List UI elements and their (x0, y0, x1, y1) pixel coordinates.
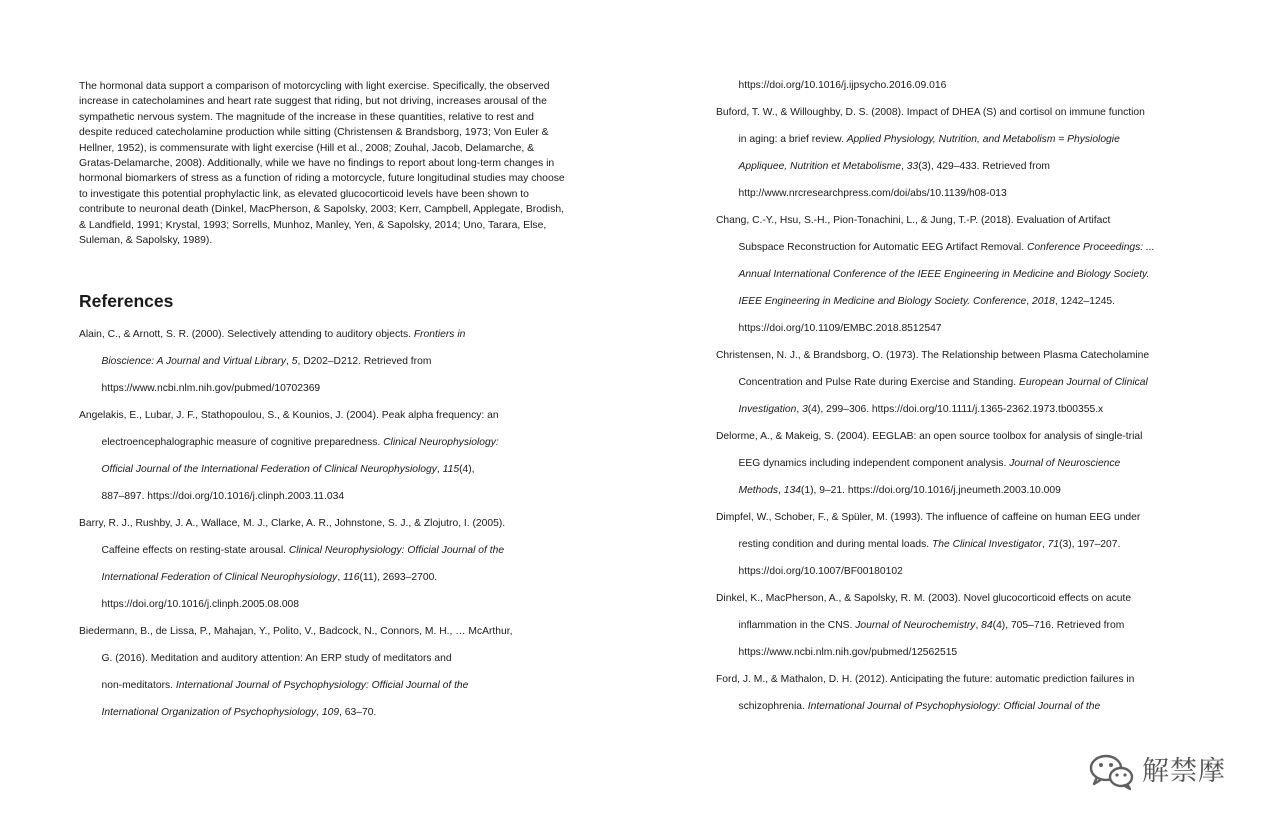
reference-line (79, 510, 579, 537)
reference-text: Dimpfel, W., Schober, F., & Spüler, M. (1993). The influence of caffeine on human EEG under (716, 512, 1141, 523)
references-heading: References (79, 291, 174, 311)
source-title: Clinical Neurophysiology: (383, 437, 499, 448)
source-title: 109 (321, 707, 340, 718)
reference-line (716, 342, 1216, 369)
source-title: 33 (906, 161, 919, 172)
source-title: 5 (291, 356, 298, 367)
reference-text: inflammation in the CNS. (738, 620, 856, 631)
reference-line (716, 99, 1216, 126)
source-title: Annual International Conference of the IEEE Engineering in Medicine and Biology Society. (738, 269, 1150, 280)
reference-line (79, 375, 579, 402)
source-title: Journal of Neuroscience (1009, 458, 1121, 469)
reference-text: Barry, R. J., Rushby, J. A., Wallace, M. J., Clarke, A. R., Johnstone, S. J., & Zlojutro, I. (2005). (79, 518, 506, 529)
reference-line (716, 477, 1216, 504)
reference-entry (716, 99, 1216, 207)
source-title: Conference Proceedings: ... (1026, 242, 1155, 253)
reference-line (716, 612, 1216, 639)
reference-text: https://doi.org/10.1109/EMBC.2018.8512547 (738, 323, 942, 334)
reference-text: non-meditators. (101, 680, 176, 691)
reference-line (79, 402, 579, 429)
source-title: International Organization of Psychophysiology (101, 707, 317, 718)
reference-entry (716, 72, 1216, 99)
reference-text: , (286, 356, 292, 367)
reference-line (716, 369, 1216, 396)
reference-entry (716, 423, 1216, 504)
reference-line (716, 423, 1216, 450)
reference-text: (4), 299–306. https://doi.org/10.1111/j.1365-2362.1973.tb00355.x (807, 404, 1104, 415)
reference-text: Caffeine effects on resting-state arousal. (101, 545, 289, 556)
source-title: 71 (1047, 539, 1060, 550)
source-title: Appliquee, Nutrition et Metabolisme (738, 161, 902, 172)
reference-line (79, 456, 579, 483)
reference-line (79, 348, 579, 375)
reference-text: G. (2016). Meditation and auditory attention: An ERP study of meditators and (101, 653, 452, 664)
source-title: 84 (981, 620, 993, 631)
reference-text: , (1041, 539, 1048, 550)
reference-text: 887–897. https://doi.org/10.1016/j.clinph.2003.11.034 (101, 491, 345, 502)
source-title: 115 (442, 464, 460, 475)
reference-text: https://doi.org/10.1007/BF00180102 (738, 566, 903, 577)
reference-text: https://www.ncbi.nlm.nih.gov/pubmed/12562515 (738, 647, 958, 658)
body-paragraph: The hormonal data support a comparison of motorcycling with light exercise. Specifically, the observed increase in catecholamines and heart rate suggest that riding, but not driving, increases arousal of the sympathetic nervous system. The magnitude of the increase in these quantities, relative to rest and despite reduced catecholamine production while sitting (Christensen & Brandsborg, 1973; Von Euler & Hellner, 1952), is commensurate with light exercise (Hill et al., 2008; Zouhal, Jacob, Delamarche, & Gratas-Delamarche, 2008). Additionally, while we have no findings to report about long-term changes in hormonal biomarkers of stress as a function of riding a motorcycle, future longitudinal studies may choose to investigate this potential prophylactic link, as elevated glucocorticoid levels have been shown to contribute to neuronal death (Dinkel, MacPherson, & Sapolsky, 2003; Kerr, Campbell, Applegate, Brodish, & Landfield, 1991; Krystal, 1993; Sorrells, Munhoz, Manley, Yen, & Sapolsky, 2014; Uno, Tarara, Else, Suleman, & Sapolsky, 1989). (79, 81, 565, 247)
reference-line (716, 666, 1216, 693)
source-title: 3 (802, 404, 808, 415)
reference-text: , (975, 620, 982, 631)
reference-line (716, 396, 1216, 423)
source-title: International Journal of Psychophysiology: Official Journal of the (807, 701, 1101, 712)
reference-line (716, 126, 1216, 153)
reference-text: (3), 197–207. (1059, 539, 1121, 550)
reference-entry (716, 585, 1216, 666)
reference-text: (1), 9–21. https://doi.org/10.1016/j.jneumeth.2003.10.009 (800, 485, 1061, 496)
source-title: IEEE Engineering in Medicine and Biology Society. Conference (738, 296, 1027, 307)
reference-text: (11), 2693–2700. (359, 572, 438, 583)
reference-entry (79, 321, 579, 402)
reference-text: schizophrenia. (738, 701, 808, 712)
reference-entry (79, 618, 579, 726)
source-title: Clinical Neurophysiology: Official Journal of the (288, 545, 505, 556)
source-title: Official Journal of the International Federation of Clinical Neurophysiology (101, 464, 437, 475)
source-title: 2018 (1031, 296, 1055, 307)
reference-text: , 1242–1245. (1054, 296, 1116, 307)
reference-text: in aging: a brief review. (738, 134, 847, 145)
reference-text: Chang, C.-Y., Hsu, S.-H., Pion-Tonachini, L., & Jung, T.-P. (2018). Evaluation of Artifact (716, 215, 1111, 226)
reference-line (716, 531, 1216, 558)
reference-text: Delorme, A., & Makeig, S. (2004). EEGLAB: an open source toolbox for analysis of single-trial (716, 431, 1143, 442)
reference-text: Alain, C., & Arnott, S. R. (2000). Selectively attending to auditory objects. (79, 329, 414, 340)
reference-entry (716, 504, 1216, 585)
reference-line (716, 153, 1216, 180)
source-title: International Federation of Clinical Neurophysiology (101, 572, 338, 583)
reference-text: Biedermann, B., de Lissa, P., Mahajan, Y., Polito, V., Badcock, N., Connors, M. H., … McArthur, (79, 626, 513, 637)
source-title: Journal of Neurochemistry (855, 620, 976, 631)
reference-line (79, 618, 579, 645)
reference-line (79, 645, 579, 672)
reference-text: Angelakis, E., Lubar, J. F., Stathopoulou, S., & Kounios, J. (2004). Peak alpha frequency: an (79, 410, 499, 421)
reference-line (716, 288, 1216, 315)
reference-text: https://doi.org/10.1016/j.ijpsycho.2016.09.016 (738, 80, 947, 91)
reference-line (716, 261, 1216, 288)
reference-line (79, 699, 579, 726)
reference-text: , (337, 572, 344, 583)
source-title: Bioscience: A Journal and Virtual Library (101, 356, 286, 367)
source-title: Applied Physiology, Nutrition, and Metabolism = Physiologie (846, 134, 1120, 145)
source-title: Investigation (738, 404, 797, 415)
reference-line (79, 672, 579, 699)
reference-entry (79, 402, 579, 510)
reference-text: resting condition and during mental loads. (738, 539, 932, 550)
reference-line (716, 693, 1216, 720)
reference-text: http://www.nrcresearchpress.com/doi/abs/10.1139/h08-013 (738, 188, 1007, 199)
reference-text: (3), 429–433. Retrieved from (918, 161, 1050, 172)
reference-entry (716, 207, 1216, 342)
reference-text: (4), 705–716. Retrieved from (992, 620, 1125, 631)
reference-line (79, 537, 579, 564)
reference-line (79, 591, 579, 618)
reference-text: , (901, 161, 907, 172)
reference-text: , (316, 707, 322, 718)
reference-text: (4), (459, 464, 475, 475)
source-title: 134 (783, 485, 801, 496)
reference-entry (716, 666, 1216, 720)
right-page (640, 0, 1280, 828)
reference-text: Ford, J. M., & Mathalon, D. H. (2012). Anticipating the future: automatic prediction failures in (716, 674, 1135, 685)
reference-text: https://www.ncbi.nlm.nih.gov/pubmed/10702369 (101, 383, 321, 394)
source-title: Methods (738, 485, 778, 496)
reference-line (716, 234, 1216, 261)
reference-text: Christensen, N. J., & Brandsborg, O. (1973). The Relationship between Plasma Catecholamine (716, 350, 1150, 361)
reference-text: , (778, 485, 784, 496)
wechat-icon (1088, 752, 1136, 792)
reference-line (716, 180, 1216, 207)
reference-text: electroencephalographic measure of cognitive preparedness. (101, 437, 384, 448)
reference-line (716, 72, 1216, 99)
reference-text: , (796, 404, 803, 415)
reference-line (716, 450, 1216, 477)
reference-line (79, 483, 579, 510)
reference-text: Concentration and Pulse Rate during Exercise and Standing. (738, 377, 1019, 388)
reference-text: Dinkel, K., MacPherson, A., & Sapolsky, R. M. (2003). Novel glucocorticoid effects on acute (716, 593, 1132, 604)
source-title: The Clinical Investigator (931, 539, 1042, 550)
reference-line (716, 315, 1216, 342)
reference-text: https://doi.org/10.1016/j.clinph.2005.08.008 (101, 599, 300, 610)
reference-text: , (436, 464, 443, 475)
reference-line (79, 429, 579, 456)
reference-text: , 63–70. (339, 707, 377, 718)
reference-entry (79, 510, 579, 618)
reference-line (716, 207, 1216, 234)
source-title: European Journal of Clinical (1018, 377, 1148, 388)
reference-text: , (1026, 296, 1032, 307)
watermark (1088, 752, 1226, 792)
reference-line (716, 558, 1216, 585)
reference-line (716, 639, 1216, 666)
reference-line (79, 564, 579, 591)
source-title: Frontiers in (413, 329, 466, 340)
reference-entry (716, 342, 1216, 423)
reference-text: EEG dynamics including independent component analysis. (738, 458, 1010, 469)
reference-text: Subspace Reconstruction for Automatic EEG Artifact Removal. (738, 242, 1027, 253)
reference-line (716, 504, 1216, 531)
source-title: International Journal of Psychophysiology: Official Journal of the (175, 680, 469, 691)
reference-text: Buford, T. W., & Willoughby, D. S. (2008). Impact of DHEA (S) and cortisol on immune function (716, 107, 1145, 118)
reference-text: , D202–D212. Retrieved from (297, 356, 432, 367)
reference-line (716, 585, 1216, 612)
source-title: 116 (343, 572, 360, 583)
reference-line (79, 321, 579, 348)
watermark-text: 解禁摩 (1142, 756, 1226, 787)
